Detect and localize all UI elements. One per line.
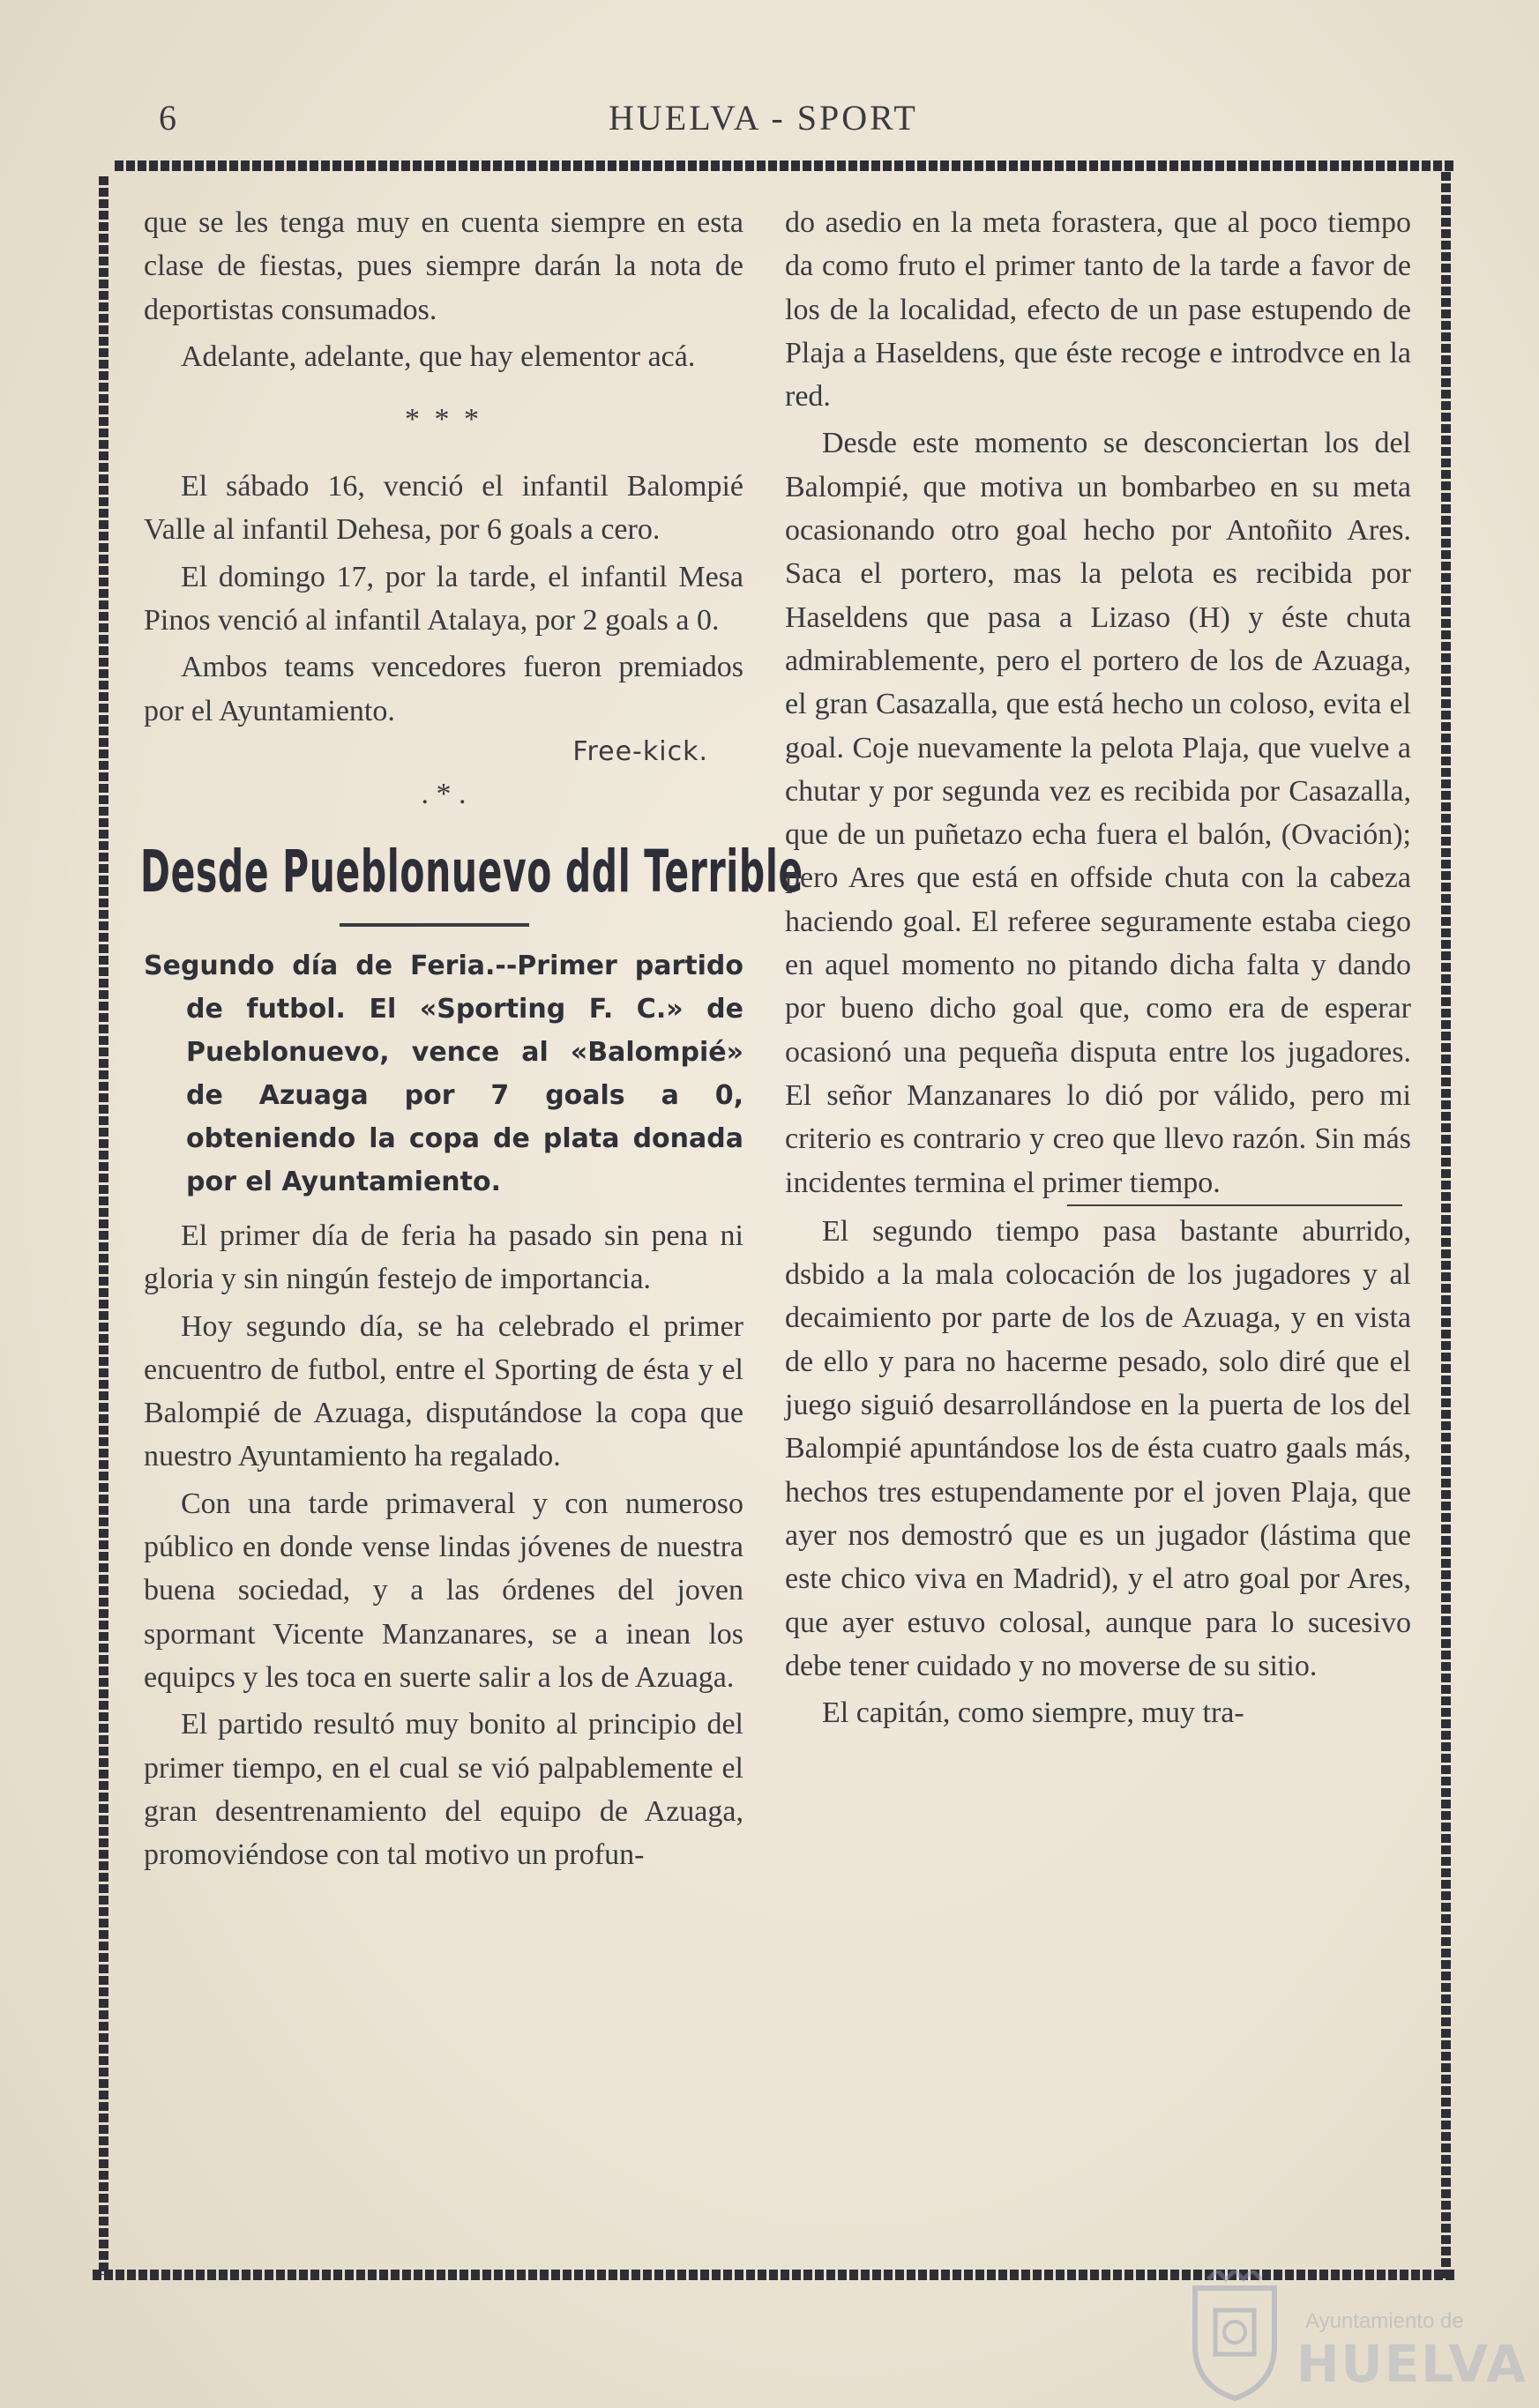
page-number: 6 — [159, 98, 176, 138]
paragraph: El sábado 16, venció el infantil Balompié Valle al infantil Dehesa, por 6 goals a cero. — [144, 470, 743, 547]
asterism: * * * — [405, 403, 482, 436]
watermark — [1173, 2270, 1526, 2403]
paragraph: El segundo tiempo pasa bastante aburrido, dsbido a la mala colocación de los jugadores y al decaimiento por parte de los de Azuaga, y en vista de ello y para no hacerme pesado, solo diré que el juego siguió desarrollándose en la puerta de los del Balompié apuntándose los de ésta cuatro gaals más, hechos tres estupendamente por el joven Plaja, que ayer nos demostró que es un jugador (lástima que este chico viva en Madrid), y el atro goal por Ares, que ayer estuvo colosal, aunque para lo sucesivo debe tener cuidado y no moverse de su sitio. — [785, 1214, 1411, 1682]
right-column — [785, 201, 1411, 1738]
paragraph: Desde este momento se desconciertan los del Balompié, que motiva un bombarbeo en su meta ocasionando otro goal hecho por Antoñito Ares. Saca el portero, mas la pelota es recibida por Haseldens que pasa a Lizaso (H) y éste chuta admirablemente, pero el portero de los de Azuaga, el gran Casazalla, que está hecho un coloso, evita el goal. Coje nuevamente la pelota Plaja, que vuelve a chutar y por segunda vez es recibida por Casazalla, que de un puñetazo echa fuera el balón, (Ovación); pero Ares que está en offside chuta con la cabeza haciendo goal. El referee seguramente estaba ciego en aquel momento no pitando dicha falta y dando por bueno dicho goal que, como era de esperar ocasionó una pequeña disputa entre los jugadores. El señor Manzanares lo dió por válido, pero mi criterio es contrario y creo que llevo razón. Sin más incidentes termina el primer tiempo. — [785, 427, 1411, 1199]
journal-title: HUELVA - SPORT — [609, 98, 918, 138]
separator: . * . — [421, 777, 467, 810]
watermark-text-small: Ayuntamiento de — [1305, 2309, 1464, 2333]
frame-top — [115, 160, 1453, 171]
paragraph: El partido resultó muy bonito al principio del primer tiempo, en el cual se vió palpablemente el gran desentrenamiento del equipo de Azuaga, promoviéndose con tal motivo un profun- — [144, 1708, 743, 1872]
paragraph: Hoy segundo día, se ha celebrado el primer encuentro de futbol, entre el Sporting de ésta y el Balompié de Azuaga, disputándose la copa que nuestro Ayuntamiento ha regalado. — [144, 1309, 743, 1473]
paragraph: El capitán, como siempre, muy tra- — [822, 1696, 1244, 1730]
section-rule — [1067, 1204, 1402, 1206]
article-subhead: Segundo día de Feria.--Primer partido de futbol. El «Sporting F. C.» de Pueblonuevo, vence al «Balompié» de Azuaga por 7 goals a 0, obteniendo la copa de plata donada por el Ayuntamiento. — [144, 950, 743, 1197]
paragraph: Con una tarde primaveral y con numeroso público en donde vense lindas jóvenes de nuestra buena sociedad, y a las órdenes del joven spormant Vicente Manzanares, se a inean los equipcs y les toca en suerte salir a los de Azuaga. — [144, 1487, 743, 1694]
left-column — [140, 201, 803, 1880]
article-headline: Desde Pueblonuevo ddl Terrible — [140, 837, 803, 906]
coat-of-arms-icon — [1182, 2270, 1288, 2403]
paragraph: El primer día de feria ha pasado sin pena ni gloria y sin ningún festejo de importancia. — [144, 1219, 743, 1296]
paragraph: do asedio en la meta forastera, que al poco tiempo da como fruto el primer tanto de la tarde a favor de los de la localidad, efecto de un pase estupendo de Plaja a Haseldens, que éste recoge e introdvce en la red. — [785, 206, 1411, 414]
frame-right — [1441, 172, 1451, 2279]
frame-left — [99, 176, 108, 2275]
paragraph: Adelante, adelante, que hay elementor acá. — [181, 339, 696, 373]
paragraph: El domingo 17, por la tarde, el infantil Mesa Pinos venció al infantil Atalaya, por 2 goals a 0. — [144, 560, 743, 637]
watermark-text-big: HUELVA — [1296, 2334, 1528, 2394]
page-header — [0, 97, 1539, 150]
signature: Free-kick. — [572, 735, 708, 767]
headline-rule — [340, 923, 529, 927]
paragraph: Ambos teams vencedores fueron premiados por el Ayuntamiento. — [144, 651, 743, 727]
paragraph: que se les tenga muy en cuenta siempre en esta clase de fiestas, pues siempre darán la nota de deportistas consumados. — [144, 206, 743, 326]
